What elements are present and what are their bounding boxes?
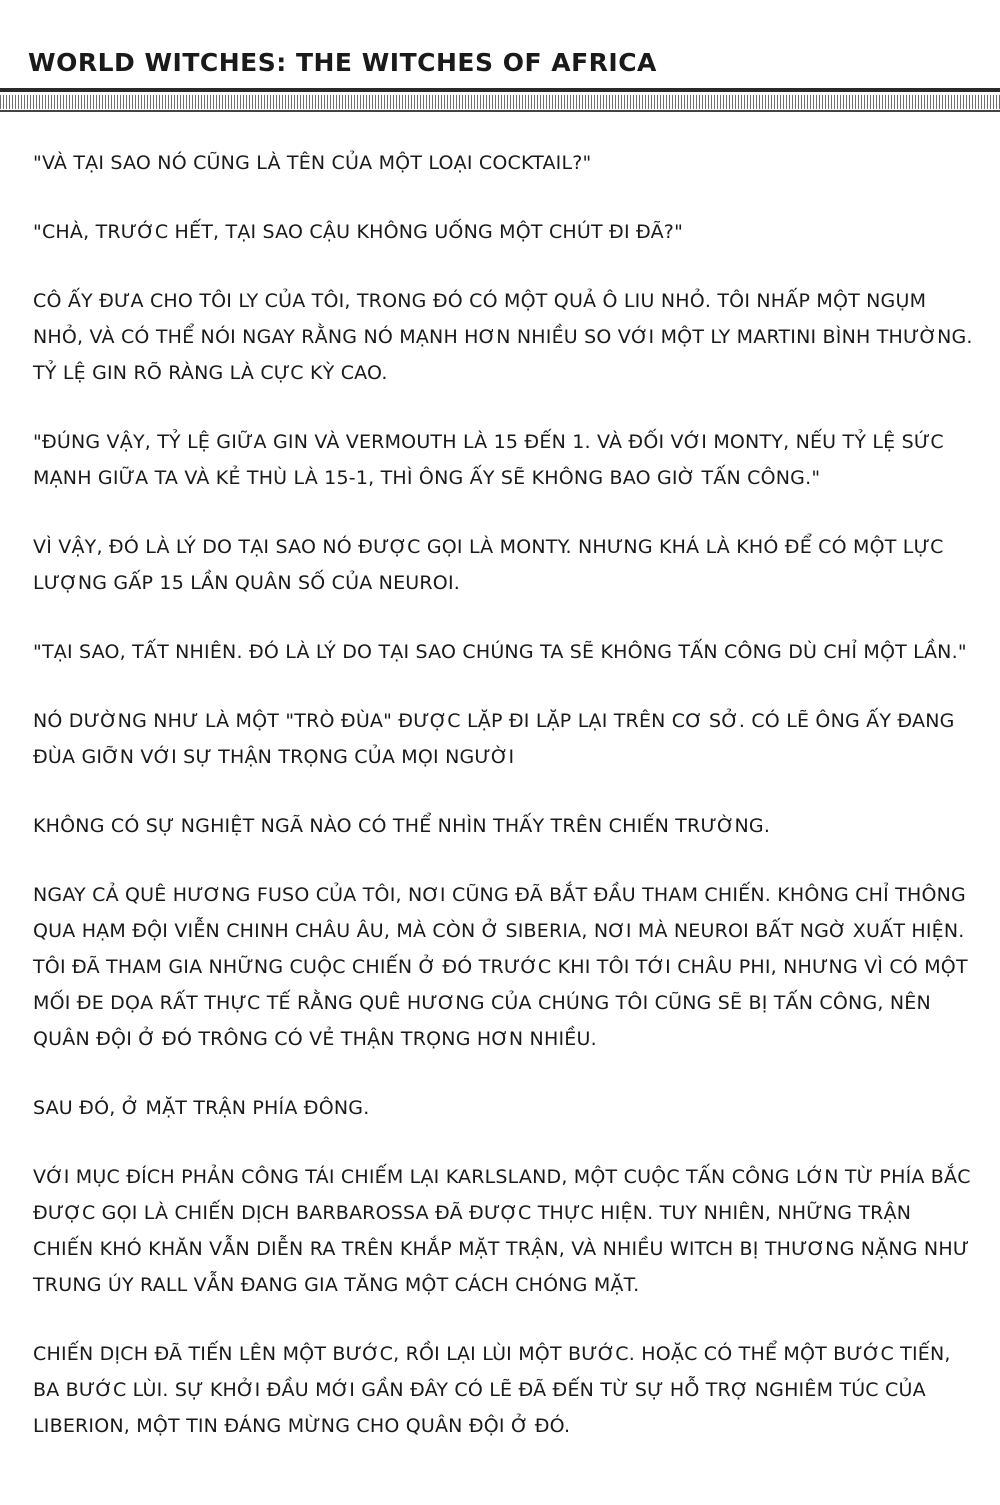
paragraph: "VÀ TẠI SAO NÓ CŨNG LÀ TÊN CỦA MỘT LOẠI COCKTAIL?"	[33, 152, 592, 174]
paragraph: SAU ĐÓ, Ở MẶT TRẬN PHÍA ĐÔNG.	[33, 1097, 370, 1119]
paragraph: "ĐÚNG VẬY, TỶ LỆ GIỮA GIN VÀ VERMOUTH LÀ 15 ĐẾN 1. VÀ ĐỐI VỚI MONTY, NẾU TỶ LỆ SỨC MẠNH GIỮA TA VÀ KẺ THÙ LÀ 15-1, THÌ ÔNG ẤY SẼ KHÔNG BAO GIỜ TẤN CÔNG."	[33, 431, 944, 489]
page-header-title: WORLD WITCHES: THE WITCHES OF AFRICA	[28, 48, 657, 77]
paragraph: "CHÀ, TRƯỚC HẾT, TẠI SAO CẬU KHÔNG UỐNG MỘT CHÚT ĐI ĐÃ?"	[33, 221, 684, 243]
header-divider-hatch	[0, 95, 1000, 109]
header-divider-bottom-line	[0, 110, 1000, 112]
paragraph: NÓ DƯỜNG NHƯ LÀ MỘT "TRÒ ĐÙA" ĐƯỢC LẶP ĐI LẶP LẠI TRÊN CƠ SỞ. CÓ LẼ ÔNG ẤY ĐANG ĐÙA GIỠN VỚI SỰ THẬN TRỌNG CỦA MỌI NGƯỜI	[33, 710, 955, 768]
body-text	[33, 145, 973, 1477]
paragraph: CÔ ẤY ĐƯA CHO TÔI LY CỦA TÔI, TRONG ĐÓ CÓ MỘT QUẢ Ô LIU NHỎ. TÔI NHẤP MỘT NGỤM NHỎ, VÀ CÓ THỂ NÓI NGAY RẰNG NÓ MẠNH HƠN NHIỀU SO VỚI MỘT LY MARTINI BÌNH THƯỜNG. TỶ LỆ GIN RÕ RÀNG LÀ CỰC KỲ CAO.	[33, 290, 973, 384]
header-divider-top-line	[0, 88, 1000, 92]
paragraph: NGAY CẢ QUÊ HƯƠNG FUSO CỦA TÔI, NƠI CŨNG ĐÃ BẮT ĐẦU THAM CHIẾN. KHÔNG CHỈ THÔNG QUA HẠM ĐỘI VIỄN CHINH CHÂU ÂU, MÀ CÒN Ở SIBERIA, NƠI MÀ NEUROI BẤT NGỜ XUẤT HIỆN. TÔI ĐÃ THAM GIA NHỮNG CUỘC CHIẾN Ở ĐÓ TRƯỚC KHI TÔI TỚI CHÂU PHI, NHƯNG VÌ CÓ MỘT MỐI ĐE DỌA RẤT THỰC TẾ RẰNG QUÊ HƯƠNG CỦA CHÚNG TÔI CŨNG SẼ BỊ TẤN CÔNG, NÊN QUÂN ĐỘI Ở ĐÓ TRÔNG CÓ VẺ THẬN TRỌNG HƠN NHIỀU.	[33, 884, 968, 1050]
paragraph: "TẠI SAO, TẤT NHIÊN. ĐÓ LÀ LÝ DO TẠI SAO CHÚNG TA SẼ KHÔNG TẤN CÔNG DÙ CHỈ MỘT LẦN."	[33, 641, 967, 663]
paragraph: KHÔNG CÓ SỰ NGHIỆT NGÃ NÀO CÓ THỂ NHÌN THẤY TRÊN CHIẾN TRƯỜNG.	[33, 815, 771, 837]
header-divider	[0, 88, 1000, 114]
paragraph: VÌ VẬY, ĐÓ LÀ LÝ DO TẠI SAO NÓ ĐƯỢC GỌI LÀ MONTY. NHƯNG KHÁ LÀ KHÓ ĐỂ CÓ MỘT LỰC LƯỢNG GẤP 15 LẦN QUÂN SỐ CỦA NEUROI.	[33, 536, 944, 594]
paragraph: CHIẾN DỊCH ĐÃ TIẾN LÊN MỘT BƯỚC, RỒI LẠI LÙI MỘT BƯỚC. HOẶC CÓ THỂ MỘT BƯỚC TIẾN, BA BƯỚC LÙI. SỰ KHỞI ĐẦU MỚI GẦN ĐÂY CÓ LẼ ĐÃ ĐẾN TỪ SỰ HỖ TRỢ NGHIÊM TÚC CỦA LIBERION, MỘT TIN ĐÁNG MỪNG CHO QUÂN ĐỘI Ở ĐÓ.	[33, 1343, 951, 1437]
paragraph: VỚI MỤC ĐÍCH PHẢN CÔNG TÁI CHIẾM LẠI KARLSLAND, MỘT CUỘC TẤN CÔNG LỚN TỪ PHÍA BẮC ĐƯỢC GỌI LÀ CHIẾN DỊCH BARBAROSSA ĐÃ ĐƯỢC THỰC HIỆN. TUY NHIÊN, NHỮNG TRẬN CHIẾN KHÓ KHĂN VẪN DIỄN RA TRÊN KHẮP MẶT TRẬN, VÀ NHIỀU WITCH BỊ THƯƠNG NẶNG NHƯ TRUNG ÚY RALL VẪN ĐANG GIA TĂNG MỘT CÁCH CHÓNG MẶT.	[33, 1166, 971, 1296]
